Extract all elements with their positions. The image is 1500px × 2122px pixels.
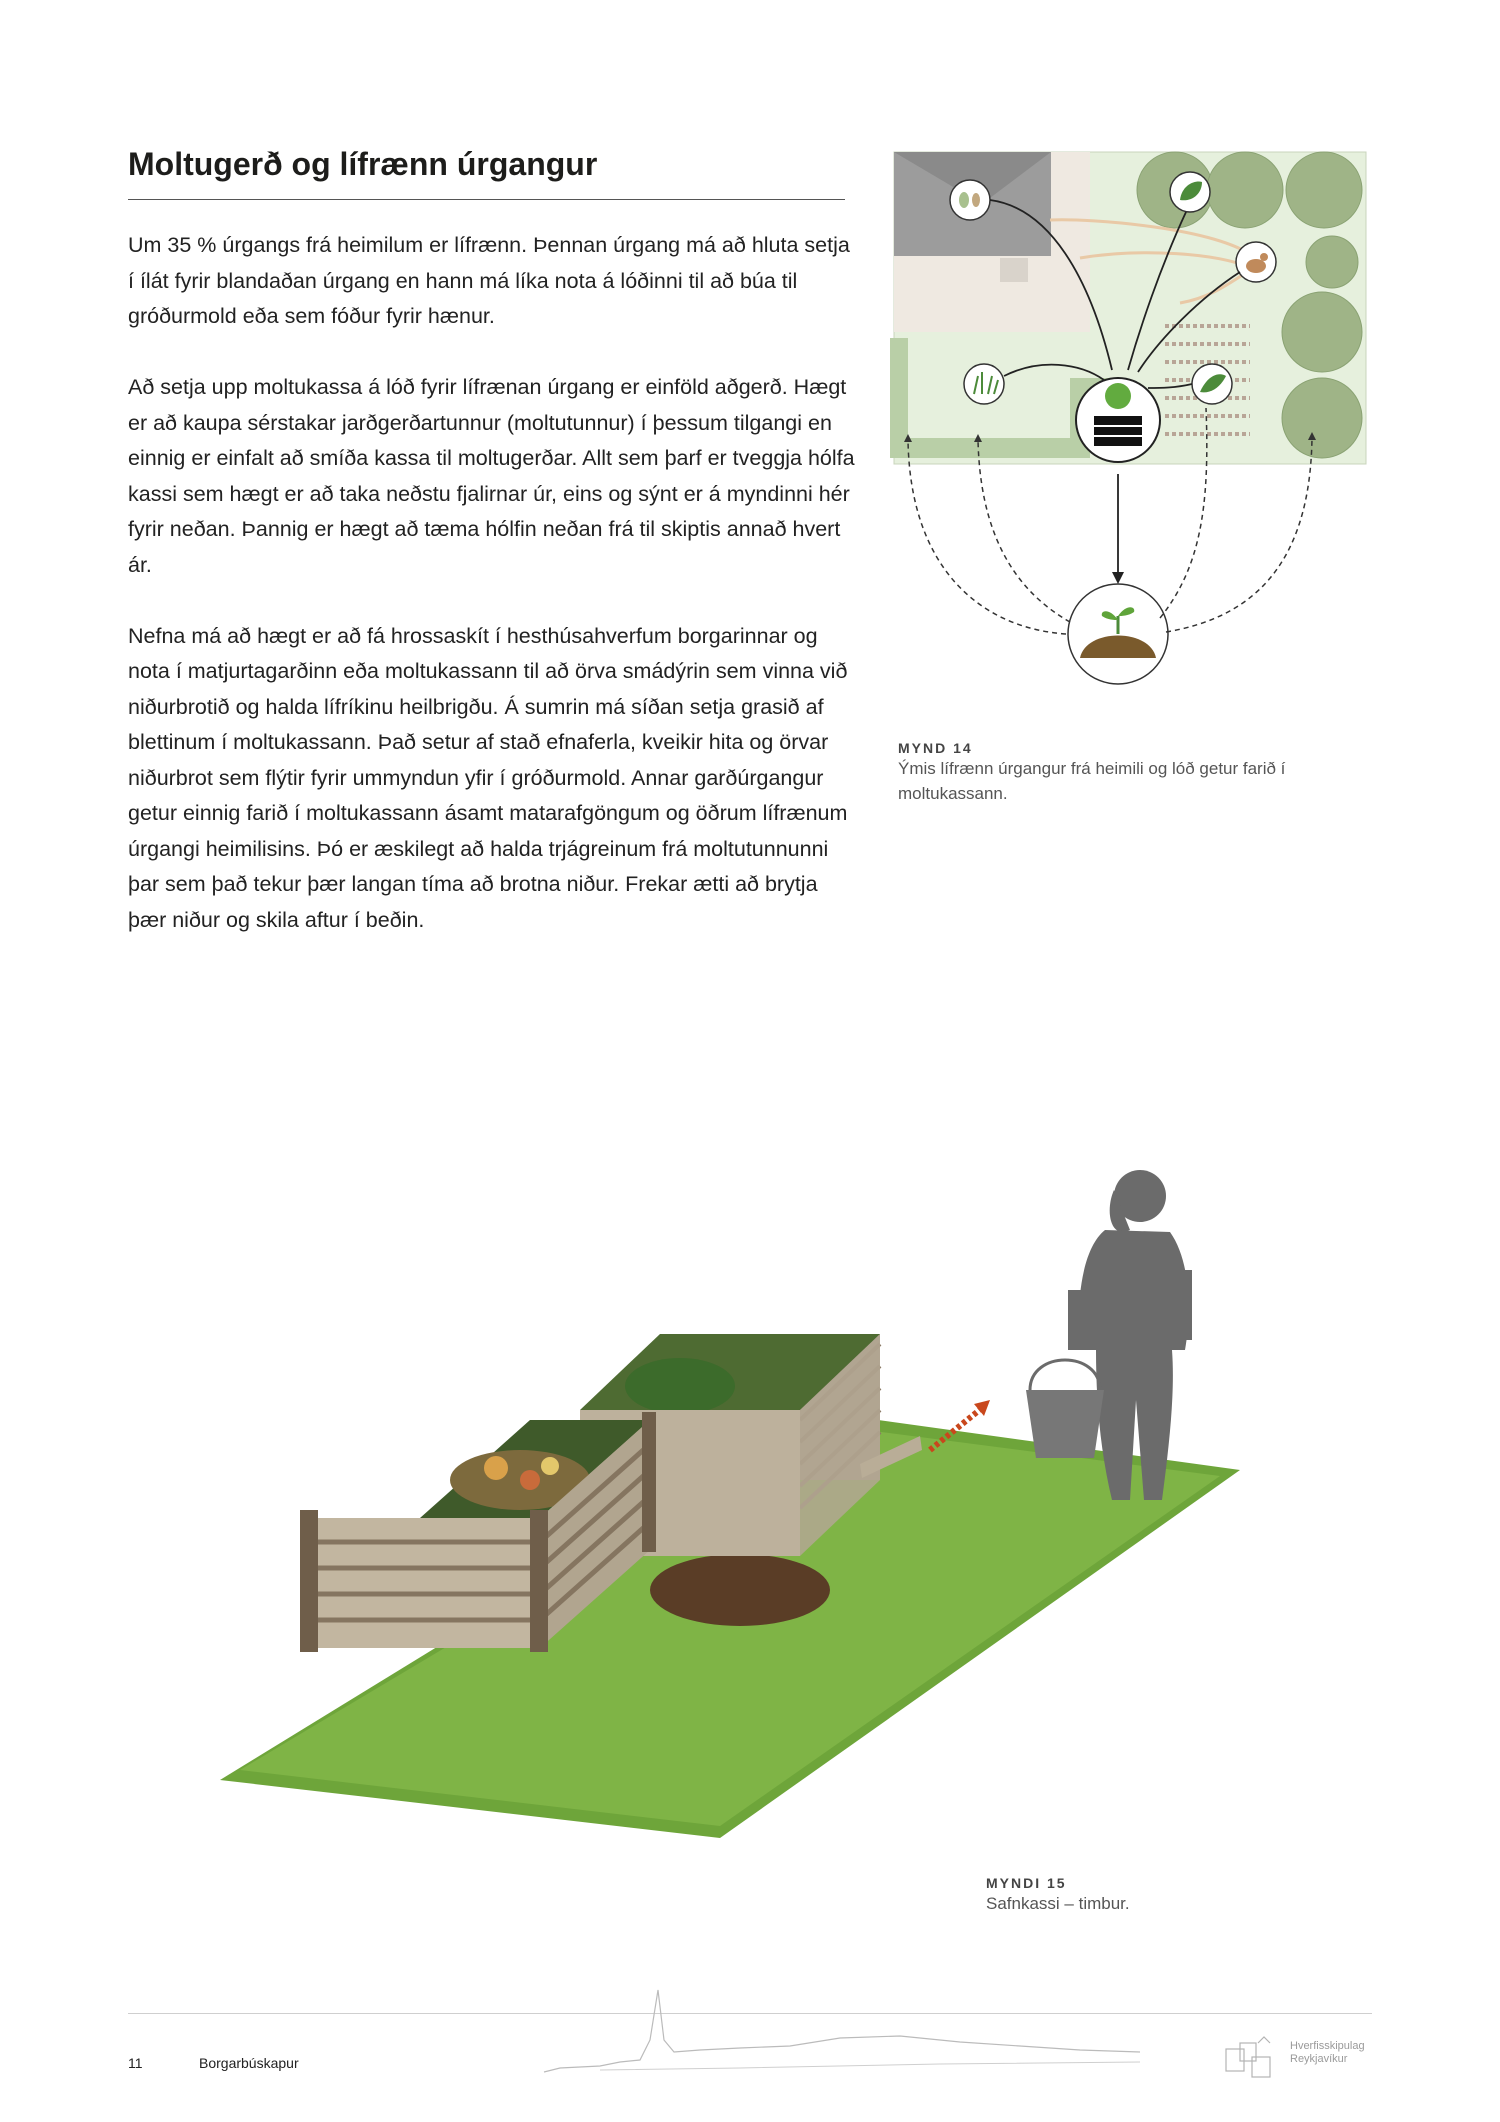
figure-14-label: MYND 14 [898,740,973,756]
page-title: Moltugerð og lífrænn úrgangur [128,146,598,182]
figure-15-label: MYNDI 15 [986,1875,1067,1891]
logo-line-1: Hverfisskipulag [1290,2040,1365,2052]
leaf-icon [1170,172,1210,212]
chicken-icon [1236,242,1276,282]
grass-icon [964,364,1004,404]
compost-flow-diagram [890,148,1370,688]
figure-15-caption [986,1875,1346,1916]
bucket-icon [1026,1360,1104,1458]
figure-14-text: Ýmis lífrænn úrgangur frá heimili og lóð getur farið í moltukassann. [898,759,1286,803]
paragraph-1: Um 35 % úrgangs frá heimilum er lífrænn. Þennan úrgang má að hluta setja í ílát fyrir blandaðan úrgang en hann má líka nota á lóðinni til að búa til gróðurmold eða sem fóður fyrir hænur. [128,233,850,328]
pea-pod-icon [1192,364,1232,404]
page-number: 11 [128,2055,143,2071]
paragraph-2: Að setja upp moltukassa á lóð fyrir lífrænan úrgang er einföld aðgerð. Hægt er að kaupa sérstakar jarðgerðartunnur (moltutunnur) í þessum tilgangi en einnig er einfalt að smíða kassa til moltugerðar. Allt sem þarf er tveggja hólfa kassi sem hægt er að taka neðstu fjalirnar úr, eins og sýnt er á myndinni hér fyrir neðan. Þannig er hægt að tæma hólfin neðan frá til skiptis annað hvert ár. [128,375,855,577]
logo-text [1290,2040,1365,2066]
food-scraps-icon [950,180,990,220]
figure-14-caption [898,740,1318,806]
tree [1282,292,1362,372]
section-title: Borgarbúskapur [199,2055,299,2071]
compost-bin-icon [1076,378,1160,462]
body-text [128,228,858,974]
city-skyline [540,1980,1160,2080]
tree [1282,378,1362,458]
soil-sprout-icon [1068,584,1168,684]
compost-box-illustration [200,1150,1260,1840]
title-divider [128,199,845,200]
paragraph-3: Nefna má að hægt er að fá hrossaskít í hesthúsahverfum borgarinnar og nota í matjurtagarðinn eða moltukassann til að örva smádýrin sem vinna við niðurbrotið og halda lífríkinu heilbrigðu. Á sumrin má síðan setja grasið af blettinum í moltukassann. Það setur af stað efnaferla, kveikir hita og örvar niðurbrot sem flýtir fyrir ummyndun yfir í gróðurmold. Annar garðúrgangur getur einnig farið í moltukassann ásamt matarafgöngum og öðrum lífrænum úrgangi heimilisins. Þó er æskilegt að halda trjágreinum frá moltutunnunni þar sem það tekur þær langan tíma að brotna niður. Frekar ætti að brytja þær niður og skila aftur í beðin. [128,623,848,932]
logo-line-2: Reykjavíkur [1290,2053,1348,2065]
tree [1306,236,1358,288]
tree [1207,152,1283,228]
tree [1286,152,1362,228]
soil-heap [650,1554,830,1626]
figure-15-text: Safnkassi – timbur. [986,1894,1130,1913]
